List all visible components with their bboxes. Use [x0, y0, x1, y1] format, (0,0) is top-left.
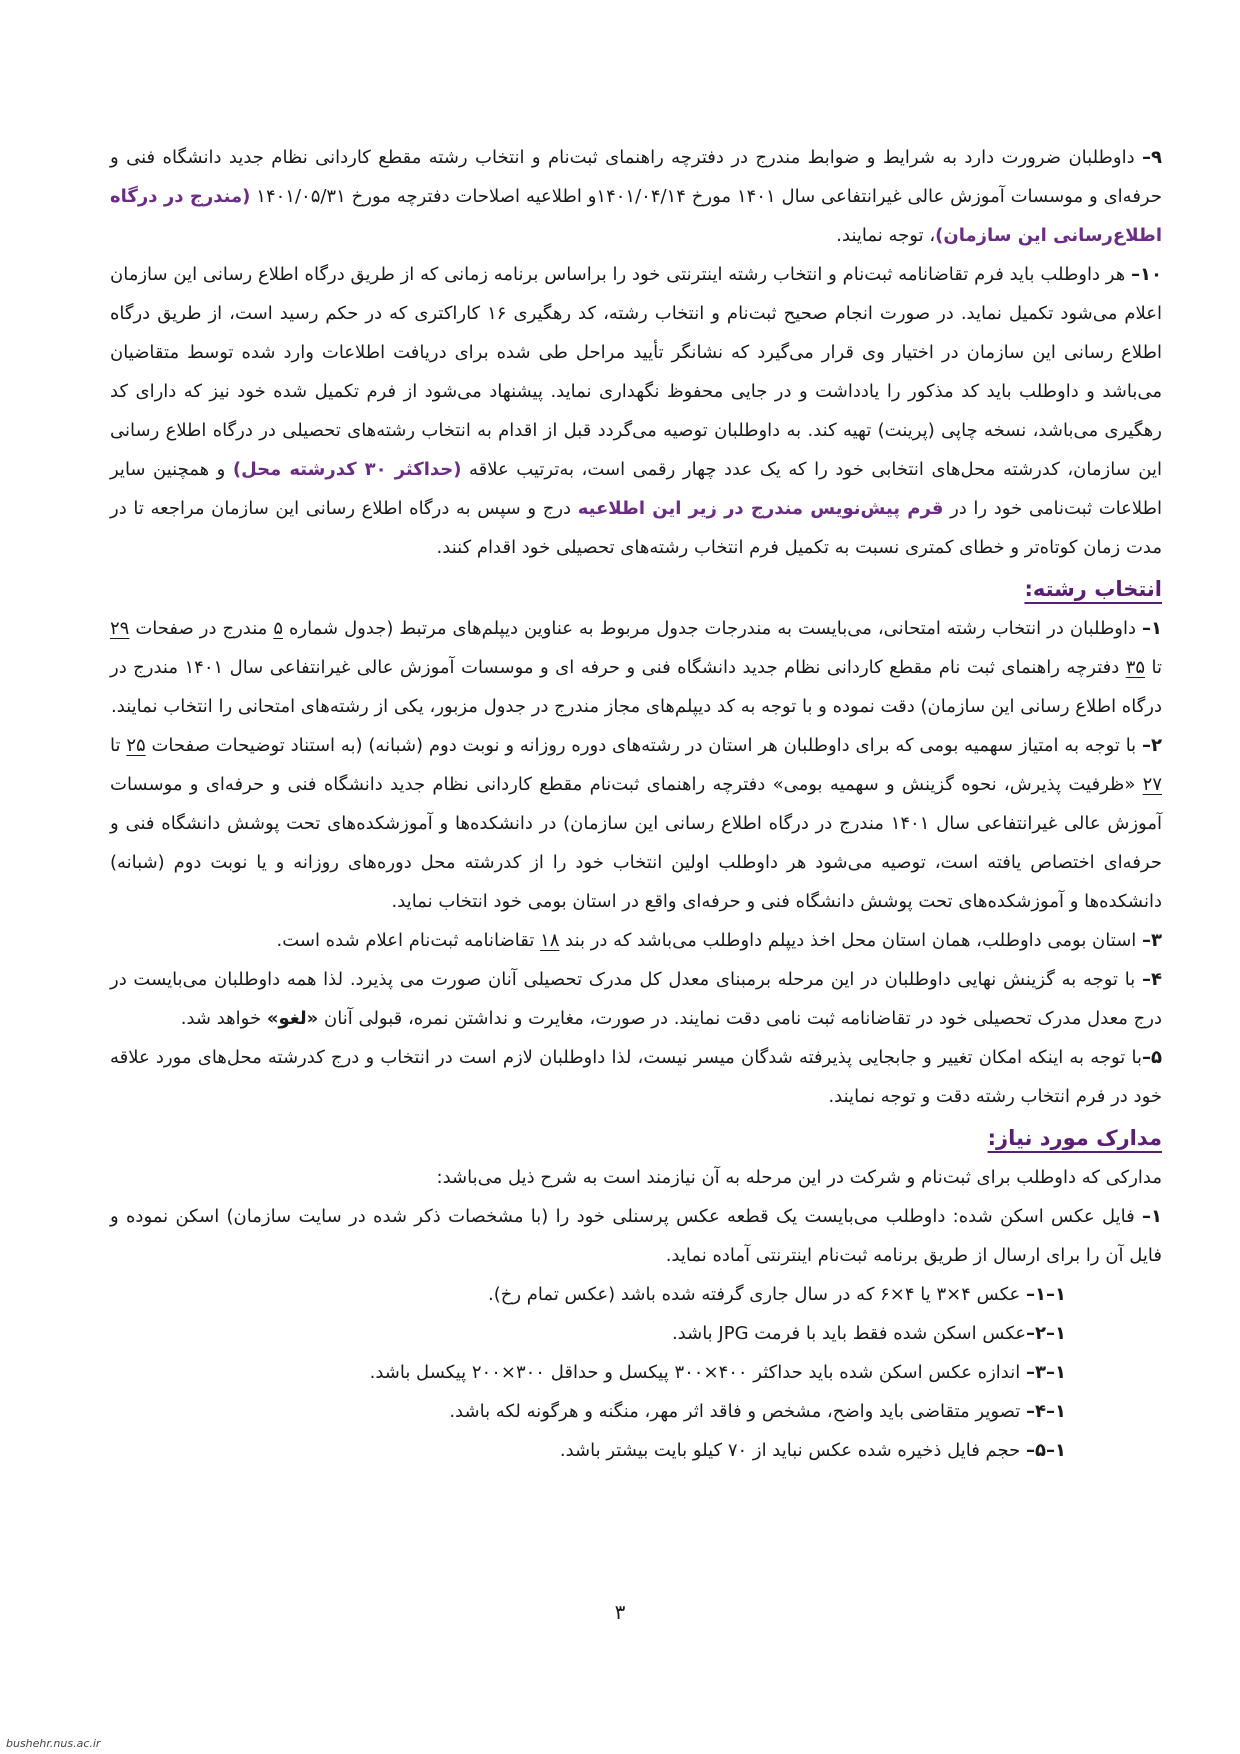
- item-number: ۳–: [1142, 930, 1162, 951]
- sub-item-text: عکس ۴×۳ یا ۴×۶ که در سال جاری گرفته شده باشد (عکس تمام رخ).: [488, 1284, 1026, 1305]
- sub-item-number: ۱–۴–: [1026, 1401, 1066, 1422]
- sub-item-text: اندازه عکس اسکن شده باید حداکثر ۴۰۰×۳۰۰ پیکسل و حداقل ۳۰۰×۲۰۰ پیکسل باشد.: [369, 1362, 1026, 1383]
- item-text: تا: [110, 735, 127, 756]
- sub-item: [110, 1275, 1162, 1314]
- item-number: ۵–: [1142, 1047, 1162, 1068]
- item-text: تا: [1145, 657, 1163, 678]
- list-item: [110, 921, 1162, 960]
- item-text: استان بومی داوطلب، همان استان محل اخذ دیپلم داوطلب می‌باشد که در بند: [559, 930, 1142, 951]
- section-heading-field-selection: انتخاب رشته:: [1024, 577, 1162, 601]
- item-number: ۱–: [1142, 1206, 1162, 1227]
- sub-item-number: ۱–۳–: [1026, 1362, 1066, 1383]
- list-item: [110, 1197, 1162, 1275]
- sub-item: [110, 1431, 1162, 1470]
- item-number: ۹–: [1142, 147, 1162, 168]
- item-number: ۱۰–: [1131, 264, 1162, 285]
- list-item-10: [110, 255, 1162, 567]
- item-text: ، توجه نمایند.: [836, 225, 936, 246]
- item-text: با توجه به گزینش نهایی داوطلبان در این مرحله برمبنای معدل کل مدرک تحصیلی آنان صورت می پذیرد. لذا همه داوطلبان می‌بایست در درج معدل مدرک تحصیلی خود در تقاضانامه ثبت نامی دقت نمایند. در صورت، مغایرت و نداشتن نمره، قبولی آنان: [110, 969, 1162, 1029]
- item-text: داوطلبان ضرورت دارد به شرایط و ضوابط مندرج در دفترچه راهنمای ثبت‌نام و انتخاب رشته مقطع کاردانی نظام جدید دانشگاه فنی و حرفه‌ای و موسسات آموزش عالی غیرانتفاعی سال ۱۴۰۱ مورخ ۱۴۰۱/۰۴/۱۴و اطلاعیه اصلاحات دفترچه مورخ ۱۴۰۱/۰۵/۳۱: [110, 147, 1162, 207]
- document-body: [110, 138, 1162, 1470]
- highlight-text: (مندرج در درگاه اطلاع‌رسانی این سازمان): [110, 186, 1162, 246]
- sub-item-text: عکس اسکن شده فقط باید با فرمت JPG باشد.: [671, 1323, 1026, 1344]
- item-text: خواهد شد.: [180, 1008, 267, 1029]
- item-text: دفترچه راهنمای ثبت نام مقطع کاردانی نظام جدید دانشگاه فنی و حرفه ای و موسسات آموزش عالی غیرانتفاعی سال ۱۴۰۱ مندرج در درگاه اطلاع رسانی این سازمان) دقت نموده و با توجه به کد دیپلم‌های مجاز مندرج در جدول مزبور، یکی از رشته‌های امتحانی را انتخاب نمایند.: [110, 657, 1162, 717]
- sub-item: [110, 1353, 1162, 1392]
- underlined-number: ۳۵: [1125, 657, 1146, 678]
- highlight-text: (حداکثر ۳۰ کدرشته محل): [232, 459, 462, 480]
- item-number: ۴–: [1142, 969, 1162, 990]
- sub-item-text: تصویر متقاضی باید واضح، مشخص و فاقد اثر مهر، منگنه و هرگونه لکه باشد.: [449, 1401, 1026, 1422]
- sub-item-text: حجم فایل ذخیره شده عکس نباید از ۷۰ کیلو بایت بیشتر باشد.: [559, 1440, 1026, 1461]
- item-text: مندرج در صفحات: [129, 618, 274, 639]
- site-watermark: bushehr.nus.ac.ir: [6, 1737, 101, 1750]
- item-number: ۱–: [1142, 618, 1162, 639]
- list-item: [110, 960, 1162, 1038]
- sub-item-number: ۱–۲–: [1026, 1323, 1066, 1344]
- underlined-number: ۲۹: [110, 618, 130, 639]
- item-text: «ظرفیت پذیرش، نحوه گزینش و سهمیه بومی» دفترچه راهنمای ثبت‌نام مقطع کاردانی نظام جدید دانشگاه فنی و حرفه‌ای و موسسات آموزش عالی غیرانتفاعی سال ۱۴۰۱ مندرج در درگاه اطلاع رسانی این سازمان) در دانشکده‌ها و آموزشکده‌های تحت پوشش دانشگاه فنی و حرفه‌ای اختصاص یافته است، توصیه می‌شود هر داوطلب اولین انتخاب خود را از کدرشته محل دوره‌های روزانه و یا نوبت دوم (شبانه) دانشکده‌ها و آموزشکده‌های تحت پوشش دانشگاه فنی و حرفه‌ای واقع در استان بومی خود انتخاب نماید.: [110, 774, 1162, 912]
- list-item: [110, 1038, 1162, 1116]
- section-intro: مدارکی که داوطلب برای ثبت‌نام و شرکت در این مرحله به آن نیازمند است به شرح ذیل می‌باشد:: [436, 1167, 1162, 1188]
- list-item: [110, 726, 1162, 921]
- section-heading-required-documents: مدارک مورد نیاز:: [987, 1126, 1162, 1150]
- sub-item-number: ۱–۱–: [1026, 1284, 1066, 1305]
- item-number: ۲–: [1142, 735, 1162, 756]
- item-text: با توجه به امتیاز سهمیه بومی که برای داوطلبان هر استان در رشته‌های دوره روزانه و نوبت دوم (شبانه) (به استناد توضیحات صفحات: [145, 735, 1142, 756]
- sub-item-number: ۱–۵–: [1026, 1440, 1066, 1461]
- item-text: داوطلبان در انتخاب رشته امتحانی، می‌بایست به مندرجات جدول مربوط به عناوین دیپلم‌های مرتبط (جدول شماره: [282, 618, 1142, 639]
- item-text: هر داوطلب باید فرم تقاضانامه ثبت‌نام و انتخاب رشته اینترنتی خود را براساس برنامه زمانی که از طریق درگاه اطلاع رسانی این سازمان اعلام می‌شود تکمیل نماید. در صورت انجام صحیح ثبت‌نام و انتخاب رشته، کد رهگیری ۱۶ کاراکتری که در حکم رسید است، از طریق درگاه اطلاع رسانی این سازمان در اختیار وی قرار می‌گیرد که نشانگر تأیید مراحل طی شده برای دریافت اطلاعات وارد شده توسط متقاضیان می‌باشد و داوطلب باید کد مذکور را یادداشت و در جایی محفوظ نگهداری نماید. پیشنهاد می‌شود از فرم تکمیل شده خود نیز که دارای کد رهگیری می‌باشد، نسخه چاپی (پرینت) تهیه کند. به داوطلبان توصیه می‌گردد قبل از اقدام به انتخاب رشته‌های تحصیلی در درگاه اطلاع رسانی این سازمان، کدرشته محل‌های انتخابی خود را که یک عدد چهار رقمی است، به‌ترتیب علاقه: [110, 264, 1163, 480]
- item-text: تقاضانامه ثبت‌نام اعلام شده است.: [276, 930, 541, 951]
- item-text: درج و سپس به درگاه اطلاع رسانی این سازمان مراجعه تا در مدت زمان کوتاه‌تر و خطای کمتری نسبت به تکمیل فرم انتخاب رشته‌های تحصیلی خود اقدام کنند.: [110, 498, 1162, 558]
- highlight-text: قرم پیش‌نویس مندرج در زیر این اطلاعیه: [577, 498, 944, 519]
- sub-item: [110, 1314, 1162, 1353]
- page-number: ۳: [614, 1600, 626, 1624]
- sub-item: [110, 1392, 1162, 1431]
- list-item: [110, 609, 1162, 726]
- sub-list: [110, 1275, 1162, 1470]
- item-text: فایل عکس اسکن شده: داوطلب می‌بایست یک قطعه عکس پرسنلی خود را (با مشخصات ذکر شده در سایت سازمان) اسکن نموده و فایل آن را برای ارسال از طریق برنامه ثبت‌نام اینترنتی آماده نماید.: [110, 1206, 1162, 1266]
- underlined-number: ۵: [273, 618, 283, 639]
- bold-text: «لغو»: [266, 1008, 319, 1029]
- list-item-9: [110, 138, 1162, 255]
- item-text: و همچنین سایر اطلاعات ثبت‌نامی خود را در: [110, 459, 1162, 519]
- underlined-number: ۲۷: [1142, 774, 1162, 795]
- item-text: با توجه به اینکه امکان تغییر و جابجایی پذیرفته شدگان میسر نیست، لذا داوطلبان لازم است در انتخاب و درج کدرشته محل‌های مورد علاقه خود در فرم انتخاب رشته دقت و توجه نمایند.: [110, 1047, 1162, 1107]
- underlined-number: ۱۸: [540, 930, 560, 951]
- underlined-number: ۲۵: [126, 735, 146, 756]
